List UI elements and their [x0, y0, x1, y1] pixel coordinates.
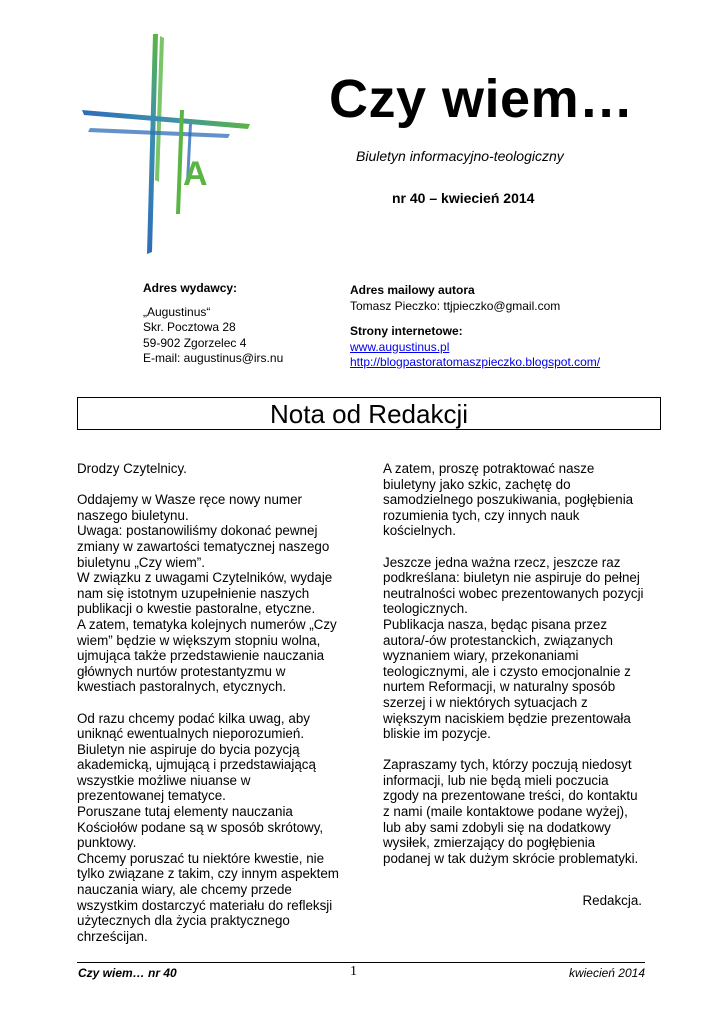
text-line: tylko związane z takim, czy innym aspektem [77, 866, 339, 882]
footer-title: Czy wiem… nr 40 [78, 966, 177, 980]
signature: Redakcja. [582, 893, 642, 908]
text-line: Publikacja nasza, będąc pisana przez [383, 616, 608, 632]
text-line: Jeszcze jedna ważna rzecz, jeszcze raz [383, 554, 621, 570]
text-line: Kościołów podane są w sposób skrótowy, [77, 819, 324, 835]
publisher-email: E-mail: augustinus@irs.nu [143, 351, 284, 365]
text-line: chrześcijan. [77, 928, 148, 944]
text-line: szerzej i w niektórych sytuacjach z [383, 694, 588, 710]
text-line: teologicznymi, ale i czysto emocjonalnie z [383, 663, 631, 679]
page-number: 1 [350, 964, 357, 979]
logo-cross-icon [80, 32, 255, 254]
text-line: punktowy. [77, 835, 137, 851]
text-line: W związku z uwagami Czytelników, wydaje [77, 570, 333, 586]
text-line: Od razu chcemy podać kilka uwag, aby [77, 710, 310, 726]
footer-divider [77, 962, 645, 963]
text-line: biuletynu „Czy wiem”. [77, 554, 205, 570]
text-line: głównych nurtów protestantyzmu w [77, 663, 286, 679]
text-line: Zapraszamy tych, którzy poczują niedosyt [383, 757, 632, 773]
section-title: Nota od Redakcji [270, 399, 468, 429]
text-line: użytecznych dla życia praktycznego [77, 913, 290, 929]
text-line: neutralności wobec prezentowanych pozycji [383, 585, 644, 601]
text-line: A zatem, tematyka kolejnych numerów „Czy [77, 616, 337, 632]
paragraph-gap [77, 695, 369, 711]
text-line: A zatem, proszę potraktować nasze [383, 461, 595, 476]
text-line: autora/-ów protestanckich, związanych [383, 632, 613, 648]
publisher-heading: Adres wydawcy: [143, 281, 238, 295]
text-line: rozumienia tych, czy innych nauk [383, 507, 580, 523]
text-line: nam się istotnym uzupełnienie naszych [77, 585, 310, 601]
text-line: Poruszane tutaj elementy nauczania [77, 804, 293, 820]
text-line: akademicką, ujmującą i przedstawiającą [77, 757, 316, 773]
text-line: wiem” będzie w większym stopniu wolna, [77, 632, 321, 648]
footer-date: kwiecień 2014 [568, 966, 645, 980]
text-line: zmiany w zawartości tematycznej naszego [77, 538, 330, 554]
text-line: większym naciskiem będzie prezentowała [383, 710, 631, 726]
text-line: Drodzy Czytelnicy. [77, 461, 187, 476]
text-line: z nami (maile kontaktowe podane wyżej), [383, 804, 628, 820]
publisher-line: 59-902 Zgorzelec 4 [143, 335, 247, 350]
section-title-box [77, 397, 661, 430]
bulletin-subtitle: Biuletyn informacyjno-teologiczny [356, 148, 564, 164]
text-line: wszystkie możliwe niuanse w [77, 772, 251, 788]
text-line: wszystkim dostarczyć materiału do refleksji [77, 897, 333, 913]
text-line: Chcemy poruszać tu niektóre kwestie, nie [77, 850, 325, 866]
publisher-line: „Augustinus“ [143, 304, 211, 319]
issue-number: nr 40 – kwiecień 2014 [392, 190, 535, 206]
left-text-column [77, 461, 369, 944]
text-line: informacji, lub nie będą mieli poczucia [383, 772, 609, 788]
author-email-line: Tomasz Pieczko: ttjpieczko@gmail.com [350, 298, 561, 313]
text-line: zgody na prezentowane treści, do kontaktu [383, 788, 638, 804]
text-line: Uwaga: postanowiliśmy dokonać pewnej [77, 523, 318, 539]
text-line: kwestiach pastoralnych, etycznych. [77, 679, 287, 695]
text-line: podkreślana: biuletyn nie aspiruje do pełnej [383, 570, 640, 586]
publisher-address [143, 281, 283, 367]
text-line: Oddajemy w Wasze ręce nowy numer [77, 492, 302, 508]
text-line: wysiłek, zmierzający do pogłębienia [383, 835, 596, 851]
text-line: lub aby sami zdobyli się na dodatkowy [383, 819, 611, 835]
text-line: publikacji o kwestie pastoralne, etyczne. [77, 601, 316, 617]
website-link-blog[interactable]: http://blogpastoratomaszpieczko.blogspot.com/ [350, 355, 601, 369]
cross-logo-graphic [80, 32, 255, 254]
logo-letter: A [183, 155, 208, 193]
text-line: uniknąć ewentualnych nieporozumień. [77, 726, 305, 742]
text-line: ujmująca także przedstawienie nauczania [77, 648, 325, 664]
text-line: prezentowanej tematyce. [77, 788, 226, 804]
bulletin-title: Czy wiem… [329, 69, 634, 129]
text-line: podanej w tak dużym skrócie problematyki. [383, 850, 639, 866]
right-text-column [383, 461, 645, 866]
paragraph-gap [383, 742, 645, 758]
paragraph-gap [383, 539, 645, 555]
paragraph-gap [77, 477, 369, 493]
text-line: kościelnych. [383, 523, 456, 539]
text-line: naszego biuletynu. [77, 507, 189, 523]
website-link-augustinus[interactable]: www.augustinus.pl [350, 339, 450, 354]
text-line: Biuletyn nie aspiruje do bycia pozycją [77, 741, 300, 757]
text-line: wyznaniem wiary, przekonaniami [383, 648, 579, 664]
author-contact [350, 283, 600, 371]
text-line: teologicznych. [383, 601, 468, 617]
text-line: bliskie im pozycje. [383, 726, 491, 742]
text-line: samodzielnego poszukiwania, pogłębienia [383, 492, 634, 508]
publisher-line: Skr. Pocztowa 28 [143, 320, 236, 334]
text-line: nauczania wiary, ale chcemy przede [77, 882, 292, 898]
text-line: biuletyny jako szkic, zachętę do [383, 476, 571, 492]
websites-heading: Strony internetowe: [350, 324, 463, 338]
author-heading: Adres mailowy autora [350, 283, 475, 297]
text-line: nurtem Reformacji, w naturalny sposób [383, 679, 616, 695]
